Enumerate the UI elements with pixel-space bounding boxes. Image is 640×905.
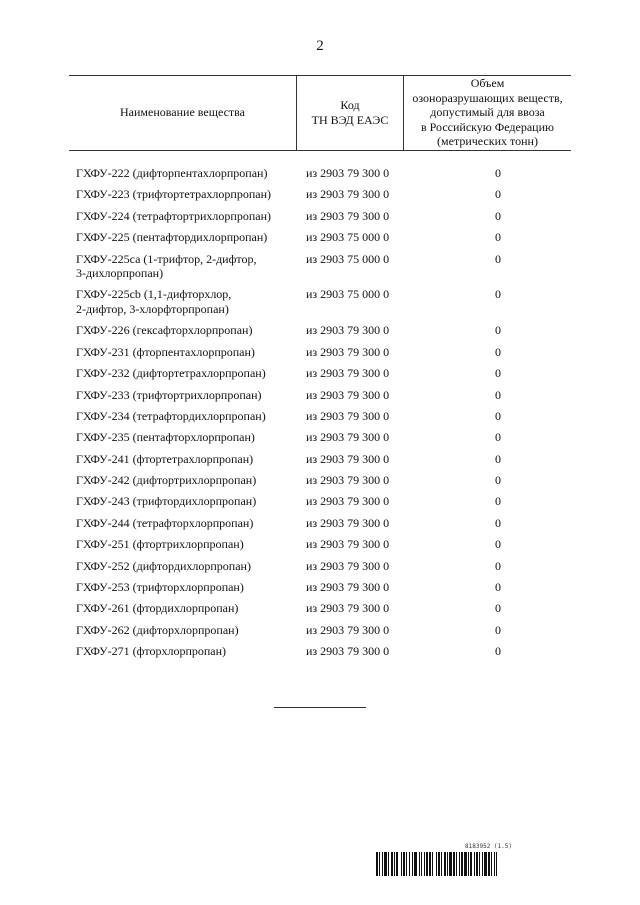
tn-ved-code: из 2903 79 300 0: [306, 366, 390, 381]
tn-ved-code: из 2903 79 300 0: [306, 558, 390, 573]
tn-ved-code: из 2903 79 300 0: [306, 344, 390, 359]
substance-name: ГХФУ-226 (гексафторхлорпропан): [76, 323, 253, 338]
tn-ved-code: из 2903 79 300 0: [306, 451, 390, 466]
header-code-line: ТН ВЭД ЕАЭС: [311, 112, 389, 127]
table-row: [76, 430, 570, 445]
table-row: [76, 559, 570, 574]
import-volume: 0: [495, 622, 501, 637]
import-volume: 0: [495, 580, 501, 595]
import-volume: 0: [495, 515, 501, 530]
tn-ved-code: из 2903 79 300 0: [306, 580, 390, 595]
table-row: [76, 623, 570, 638]
table-body: [76, 166, 570, 666]
substance-name: ГХФУ-232 (дифтортетрахлорпропан): [76, 366, 266, 381]
table-row: [76, 409, 570, 424]
import-volume: 0: [495, 166, 501, 180]
table-row: [76, 323, 570, 338]
barcode-block: [376, 843, 568, 876]
header-volume-line: озоноразрушающих веществ,: [412, 90, 563, 105]
tn-ved-code: из 2903 79 300 0: [306, 622, 390, 637]
substance-name: ГХФУ-224 (тетрафтортрихлорпропан): [76, 208, 271, 223]
table-row: [76, 209, 570, 224]
import-volume: 0: [495, 323, 501, 338]
table-row: [76, 601, 570, 616]
header-volume: [404, 75, 571, 150]
substance-name: ГХФУ-225cb (1,1-дифторхлор, 2-дифтор, 3-хлорфторпропан): [76, 287, 232, 316]
table-header-bottom-rule: [69, 150, 571, 151]
import-volume: 0: [495, 473, 501, 488]
header-name: [69, 75, 296, 150]
header-volume-line: (метрических тонн): [437, 134, 538, 149]
substance-name: ГХФУ-261 (фтордихлорпропан): [76, 601, 239, 616]
table-row: [76, 388, 570, 403]
import-volume: 0: [495, 408, 501, 423]
substance-name: ГХФУ-253 (трифторхлорпропан): [76, 580, 244, 595]
import-volume: 0: [495, 366, 501, 381]
table-row: [76, 473, 570, 488]
import-volume: 0: [495, 601, 501, 616]
import-volume: 0: [495, 494, 501, 509]
import-volume: 0: [495, 230, 501, 245]
substance-name: ГХФУ-262 (дифторхлорпропан): [76, 622, 239, 637]
substance-name: ГХФУ-235 (пентафторхлорпропан): [76, 430, 255, 445]
tn-ved-code: из 2903 75 000 0: [306, 287, 390, 302]
tn-ved-code: из 2903 75 000 0: [306, 251, 390, 266]
import-volume: 0: [495, 251, 501, 266]
page-number: 2: [316, 38, 324, 54]
substance-name: ГХФУ-252 (дифтордихлорпропан): [76, 558, 251, 573]
substance-name: ГХФУ-231 (фторпентахлорпропан): [76, 344, 255, 359]
barcode-label: 8183952 (1.5): [465, 843, 512, 850]
tn-ved-code: из 2903 79 300 0: [306, 323, 390, 338]
substance-name: ГХФУ-243 (трифтордихлорпропан): [76, 494, 257, 509]
tn-ved-code: из 2903 79 300 0: [306, 515, 390, 530]
barcode-bar: [497, 852, 499, 876]
tn-ved-code: из 2903 75 000 0: [306, 230, 390, 245]
table-row: [76, 287, 570, 316]
substance-name: ГХФУ-244 (тетрафторхлорпропан): [76, 515, 254, 530]
tn-ved-code: из 2903 79 300 0: [306, 187, 390, 202]
header-volume-line: Объем: [470, 76, 505, 91]
tn-ved-code: из 2903 79 300 0: [306, 537, 390, 552]
header-code-line: Код: [340, 98, 360, 112]
import-volume: 0: [495, 430, 501, 445]
substance-name: ГХФУ-223 (трифтортетрахлорпропан): [76, 187, 271, 202]
table-row: [76, 166, 570, 181]
substance-name: ГХФУ-225са (1-трифтор, 2-дифтор, 3-дихлорпропан): [76, 251, 257, 281]
table-row: [76, 644, 570, 659]
tn-ved-code: из 2903 79 300 0: [306, 208, 390, 223]
table-row: [76, 366, 570, 381]
header-name-text: Наименование вещества: [120, 105, 245, 120]
header-code: [297, 75, 403, 150]
substance-name: ГХФУ-222 (дифторпентахлорпропан): [76, 166, 268, 180]
header-volume-line: допустимый для ввоза: [430, 105, 545, 120]
substance-name: ГХФУ-225 (пентафтордихлорпропан): [76, 230, 268, 245]
table-row: [76, 494, 570, 509]
tn-ved-code: из 2903 79 300 0: [306, 387, 390, 402]
header-volume-line: в Российскую Федерацию: [420, 119, 554, 134]
substance-name: ГХФУ-241 (фтортетрахлорпропан): [76, 451, 254, 466]
table-row: [76, 537, 570, 552]
import-volume: 0: [495, 537, 501, 552]
import-volume: 0: [495, 558, 501, 573]
import-volume: 0: [495, 644, 501, 659]
tn-ved-code: из 2903 79 300 0: [306, 601, 390, 616]
import-volume: 0: [495, 208, 501, 223]
table-row: [76, 516, 570, 531]
import-volume: 0: [495, 287, 501, 302]
tn-ved-code: из 2903 79 300 0: [306, 494, 390, 509]
tn-ved-code: из 2903 79 300 0: [306, 473, 390, 488]
import-volume: 0: [495, 344, 501, 359]
tn-ved-code: из 2903 79 300 0: [306, 430, 390, 445]
substance-name: ГХФУ-251 (фтортрихлорпропан): [76, 537, 244, 552]
table-row: [76, 452, 570, 467]
table-row: [76, 187, 570, 202]
tn-ved-code: из 2903 79 300 0: [306, 644, 390, 659]
substance-name: ГХФУ-233 (трифтортрихлорпропан): [76, 387, 262, 402]
table-row: [76, 580, 570, 595]
tn-ved-code: из 2903 79 300 0: [306, 166, 390, 180]
table-row: [76, 252, 570, 281]
barcode: [376, 852, 568, 876]
end-separator: [274, 707, 366, 708]
import-volume: 0: [495, 187, 501, 202]
table-row: [76, 345, 570, 360]
substance-name: ГХФУ-271 (фторхлорпропан): [76, 644, 227, 659]
substance-name: ГХФУ-234 (тетрафтордихлорпропан): [76, 408, 266, 423]
import-volume: 0: [495, 387, 501, 402]
substance-name: ГХФУ-242 (дифтортрихлорпропан): [76, 473, 257, 488]
tn-ved-code: из 2903 79 300 0: [306, 408, 390, 423]
import-volume: 0: [495, 451, 501, 466]
table-row: [76, 230, 570, 245]
